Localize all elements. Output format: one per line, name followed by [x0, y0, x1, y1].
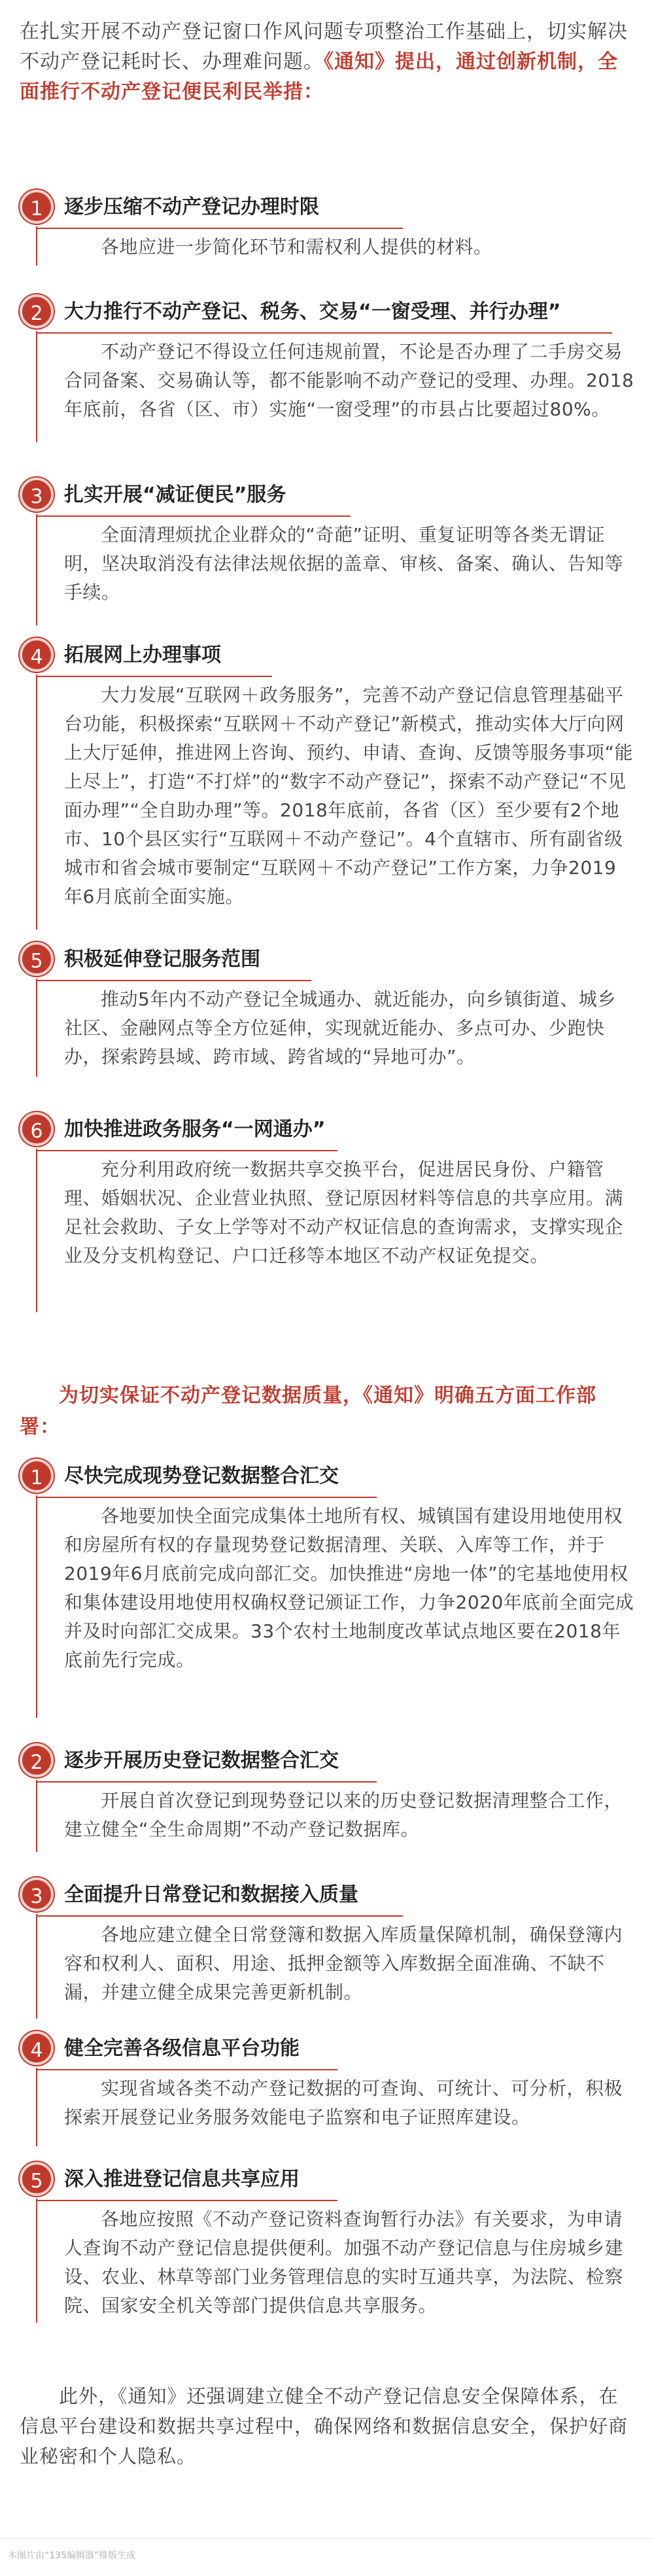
item-title: 尽快完成现势登记数据整合汇交	[64, 1465, 339, 1488]
number-badge: 2	[20, 1743, 54, 1777]
number-badge: 1	[20, 190, 54, 224]
number-badge: 2	[20, 294, 54, 328]
item-divider	[36, 1495, 37, 1718]
number-badge: 5	[20, 942, 54, 976]
item-divider	[36, 674, 37, 930]
item-body: 各地要加快全面完成集体土地所有权、城镇国有建设用地使用权和房屋所有权的存量现势登记数据清理、关联、入库等工作，并于2019年6月底前完成向部汇交。加快推进“房地一体”的宅基地使用权和集体建设用地使用权确权登记颁证工作，力争2020年底前全面完成并及时向部汇交成果。33个农村土地制度改革试点地区要在2018年底前先行完成。	[64, 1505, 634, 1671]
item-underline	[37, 1781, 377, 1783]
item-title: 深入推进登记信息共享应用	[64, 2168, 300, 2191]
list-item	[20, 2031, 634, 2155]
item-body: 实现省域各类不动产登记数据的可查询、可统计、可分析，积极探索开展登记业务服务效能电子监察和电子证照库建设。	[64, 2078, 623, 2128]
list-item	[20, 1112, 634, 1328]
number-badge: 4	[20, 638, 54, 672]
item-divider	[36, 2199, 37, 2323]
item-divider	[36, 1914, 37, 2019]
item-body: 大力发展“互联网＋政务服务”，完善不动产登记信息管理基础平台功能，积极探索“互联网＋不动产登记”新模式，推动实体大厅向网上大厅延伸，推进网上咨询、预约、申请、查询、反馈等服务事项“能上尽上”，打造“不打烊”的“数字不动产登记”，探索不动产登记“不见面办理”“全自助办理”等。2018年底前，各省（区）至少要有2个地市、10个县区实行“互联网＋不动产登记”。4个直辖市、所有副省级城市和省会城市要制定“互联网＋不动产登记”工作方案，力争2019年6月底前全面实施。	[64, 684, 634, 907]
item-body: 全面清理烦扰企业群众的“奇葩”证明、重复证明等各类无谓证明，坚决取消没有法律法规依据的盖章、审核、备案、确认、告知等手续。	[64, 524, 624, 603]
item-divider	[36, 1780, 37, 1852]
closing-paragraph: 此外，《通知》还强调建立健全不动产登记信息安全保障体系，在信息平台建设和数据共享过程中，确保网络和数据信息安全，保护好商业秘密和个人隐私。	[20, 2385, 628, 2467]
item-underline	[37, 2200, 337, 2201]
item-body: 各地应按照《不动产登记资料查询暂行办法》有关要求，为申请人查询不动产登记信息提供便利。加强不动产登记信息与住房城乡建设、农业、林草等部门业务管理信息的实时互通共享，为法院、检察院、国家安全机关等部门提供信息共享服务。	[64, 2208, 624, 2316]
item-title: 逐步压缩不动产登记办理时限	[64, 196, 319, 218]
list-item	[20, 1459, 634, 1727]
number-badge: 5	[20, 2162, 54, 2196]
item-divider	[36, 979, 37, 1077]
item-underline	[37, 1915, 403, 1917]
item-body: 充分利用政府统一数据共享交换平台，促进居民身份、户籍管理、婚姻状况、企业营业执照、登记原因材料等信息的共享应用。满足社会救助、子女上学等对不动产权证信息的查询需求，支撑实现企业及分支机构登记、户口迁移等本地区不动产权证免提交。	[64, 1158, 624, 1266]
list-item	[20, 294, 634, 464]
item-title: 加快推进政务服务“一网通办”	[64, 1118, 326, 1141]
item-divider	[36, 331, 37, 442]
item-underline	[37, 980, 311, 981]
item-underline	[37, 1497, 377, 1498]
item-body: 推动5年内不动产登记全城通办、就近能办，向乡镇街道、城乡社区、金融网点等全方位延伸，实现就近能办、多点可办、少跑快办，探索跨县域、跨市域、跨省域的“异地可办”。	[64, 988, 616, 1068]
item-title: 拓展网上办理事项	[64, 644, 221, 667]
number-badge: 3	[20, 1877, 54, 1911]
item-body: 各地应建立健全日常登簿和数据入库质量保障机制，确保登簿内容和权利人、面积、用途、抵押金额等入库数据全面准确、不缺不漏，并建立健全成果完善更新机制。	[64, 1924, 623, 2003]
item-divider	[36, 226, 37, 266]
item-underline	[37, 332, 612, 334]
footer-credit: 本图片由“135编辑器”排版生成	[8, 2550, 136, 2561]
footer-divider	[0, 2538, 654, 2539]
number-badge: 4	[20, 2031, 54, 2065]
list-item	[20, 190, 634, 275]
list-item	[20, 478, 634, 635]
item-body: 不动产登记不得设立任何违规前置，不论是否办理了二手房交易合同备案、交易确认等，都不能影响不动产登记的受理、办理。2018年底前，各省（区、市）实施“一窗受理”的市县占比要超过80%。	[64, 341, 634, 420]
item-title: 健全完善各级信息平台功能	[64, 2037, 300, 2060]
list-item	[20, 942, 634, 1086]
intro-text: 在扎实开展不动产登记窗口作风问题专项整治工作基础上，切实解决不动产登记耗时长、办理难问题。	[20, 20, 628, 73]
intro-paragraph	[20, 17, 634, 107]
item-title: 大力推行不动产登记、税务、交易“一窗受理、并行办理”	[64, 300, 561, 323]
item-title: 扎实开展“减证便民”服务	[64, 483, 286, 506]
item-divider	[36, 514, 37, 625]
list-item	[20, 1743, 634, 1868]
item-underline	[37, 676, 272, 677]
number-badge: 3	[20, 478, 54, 512]
section-heading: 为切实保证不动产登记数据质量，《通知》明确五方面工作部署：	[20, 1384, 596, 1438]
item-underline	[37, 515, 351, 517]
number-badge: 6	[20, 1112, 54, 1146]
item-body: 各地应进一步简化环节和需权利人提供的材料。	[101, 236, 492, 258]
list-item	[20, 1877, 634, 2021]
item-title: 逐步开展历史登记数据整合汇交	[64, 1749, 339, 1772]
item-underline	[37, 2069, 337, 2070]
list-item	[20, 2162, 634, 2332]
item-divider	[36, 1149, 37, 1312]
item-body: 开展自首次登记到现势登记以来的历史登记数据清理整合工作，建立健全“全生命周期”不动产登记数据库。	[64, 1790, 623, 1840]
item-underline	[37, 1150, 337, 1151]
item-divider	[36, 2068, 37, 2146]
intro-highlight: 《通知》提出，通过创新机制，全面推行不动产登记便民利民举措：	[20, 50, 618, 103]
list-item	[20, 638, 634, 939]
item-underline	[37, 228, 403, 229]
item-title: 积极延伸登记服务范围	[64, 948, 260, 971]
number-badge: 1	[20, 1459, 54, 1493]
item-title: 全面提升日常登记和数据接入质量	[64, 1883, 358, 1906]
